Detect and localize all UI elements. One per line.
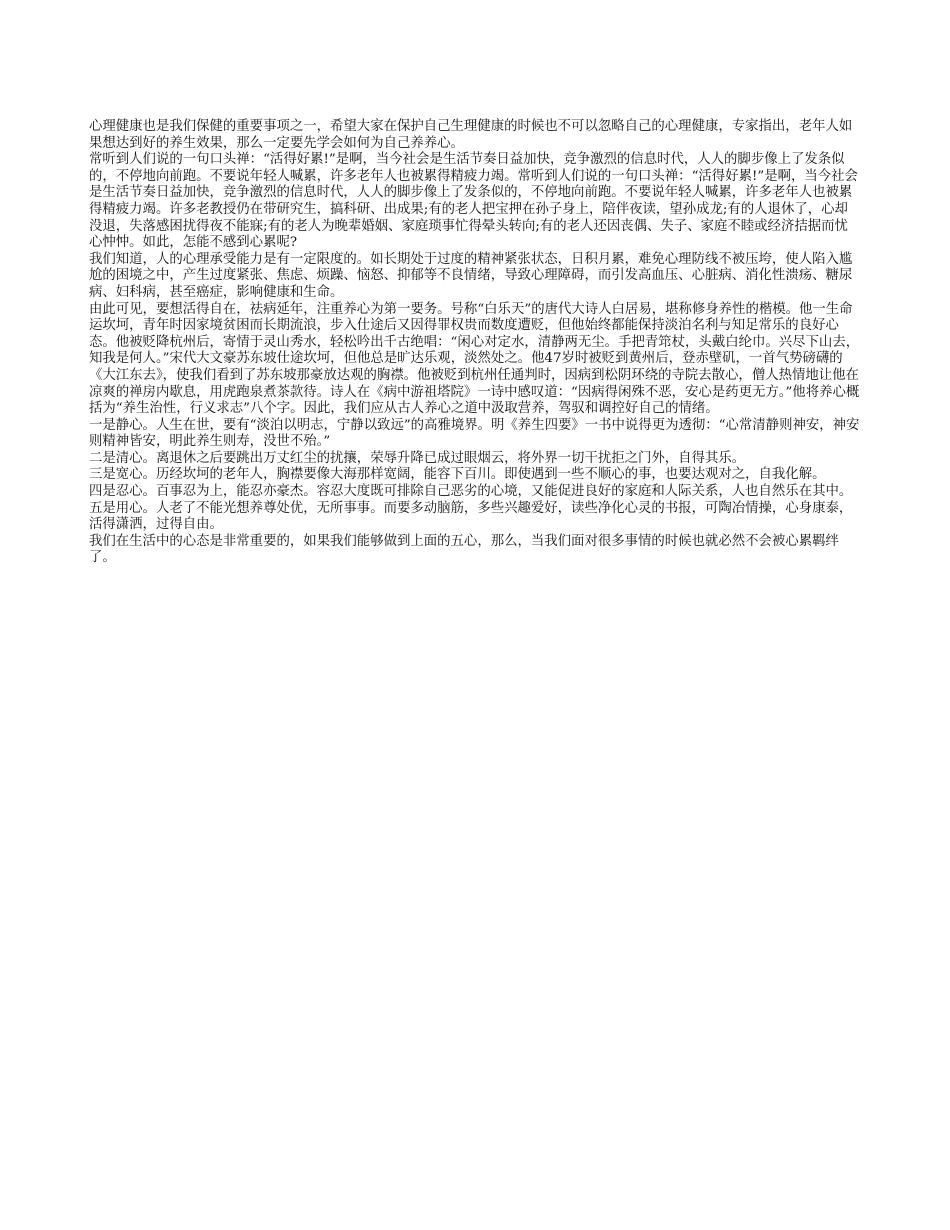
conclusion-paragraph: 我们在生活中的心态是非常重要的，如果我们能够做到上面的五心，那么，当我们面对很多事情的时候也就必然不会被心累羁绊了。 bbox=[89, 533, 839, 566]
tired-life-paragraph: 常听到人们说的一句口头禅：“活得好累!”是啊，当今社会是生活节奏日益加快，竞争激烈的信息时代，人人的脚步像上了发条似的，不停地向前跑。不要说年轻人喊累，许多老年人也被累得精疲力竭。常听到人们说的一句口头禅：“活得好累!”是啊，当今社会是生活节奏日益加快，竞争激烈的信息时代，人人的脚步像上了发条似的，不停地向前跑。不要说年轻人喊累，许多老年人也被累得精疲力竭。许多老教授仍在带研究生，搞科研、出成果;有的老人把宝押在孙子身上，陪伴夜读，望孙成龙;有的人退休了，心却没退，失落感困扰得夜不能寐;有的老人为晚辈婚姻、家庭琐事忙得晕头转向;有的老人还因丧偶、失子、家庭不睦或经济拮据而忧心忡忡。如此，怎能不感到心累呢? bbox=[89, 152, 858, 251]
calm-heart-paragraph: 一是静心。人生在世，要有“淡泊以明志，宁静以致远”的高雅境界。明《养生四要》一书中说得更为透彻：“心常清静则神安，神安则精神皆安，明此养生则寿，没世不殆。” bbox=[89, 417, 860, 450]
ancient-examples-paragraph: 由此可见，要想活得自在，祛病延年，注重养心为第一要务。号称“白乐天”的唐代大诗人白居易，堪称修身养性的楷模。他一生命运坎坷，青年时因家境贫困而长期流浪，步入仕途后又因得罪权贵而数度遭贬，但他始终都能保持淡泊名利与知足常乐的良好心态。他被贬降杭州后，寄情于灵山秀水，轻松吟出千古绝唱：“闲心对定水，清静两无尘。手把青筇杖，头戴白纶巾。兴尽下山去，知我是何人。”宋代大文豪苏东坡仕途坎坷，但他总是旷达乐观，淡然处之。他47岁时被贬到黄州后，登赤壁矶，一首气势磅礴的《大江东去》，使我们看到了苏东坡那豪放达观的胸襟。他被贬到杭州任通判时，因病到松阴环绕的寺院去散心，僧人热情地让他在凉爽的禅房内歇息，用虎跑泉煮茶款待。诗人在《病中游祖塔院》一诗中感叹道：“因病得闲殊不恶，安心是药更无方。”他将养心概括为“养生治性，行义求志”八个字。因此，我们应从古人养心之道中汲取营养，驾驭和调控好自己的情绪。 bbox=[89, 301, 860, 417]
intro-paragraph: 心理健康也是我们保健的重要事项之一，希望大家在保护自己生理健康的时候也不可以忽略自己的心理健康，专家指出，老年人如果想达到好的养生效果，那么一定要先学会如何为自己养养心。 bbox=[89, 119, 853, 151]
document-body bbox=[89, 119, 861, 567]
active-mind-paragraph: 五是用心。人老了不能光想养尊处优，无所事事。而要多动脑筋，多些兴趣爱好，读些净化心灵的书报，可陶冶情操，心身康泰，活得潇洒，过得自由。 bbox=[89, 500, 853, 533]
patient-heart-paragraph: 四是忍心。百事忍为上，能忍亦豪杰。容忍大度既可排除自己恶劣的心境，又能促进良好的家庭和人际关系，人也自然乐在其中。 bbox=[89, 484, 853, 500]
broad-heart-paragraph: 三是宽心。历经坎坷的老年人，胸襟要像大海那样宽阔，能容下百川。即使遇到一些不顺心的事，也要达观对之，自我化解。 bbox=[89, 467, 826, 483]
psychological-limit-paragraph: 我们知道，人的心理承受能力是有一定限度的。如长期处于过度的精神紧张状态，日积月累，难免心理防线不被压垮，使人陷入尴尬的困境之中，产生过度紧张、焦虑、烦躁、恼怒、抑郁等不良情绪，导致心理障碍，而引发高血压、心脏病、消化性溃疡、糖尿病、妇科病，甚至癌症，影响健康和生命。 bbox=[89, 251, 853, 300]
clear-heart-paragraph: 二是清心。离退休之后要跳出万丈红尘的扰攘，荣辱升降已成过眼烟云，将外界一切干扰拒之门外，自得其乐。 bbox=[89, 450, 746, 466]
